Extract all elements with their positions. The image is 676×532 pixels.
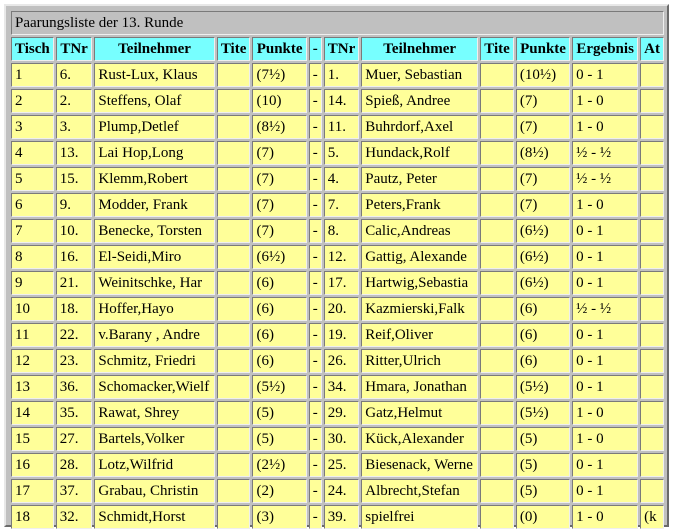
away-player-name-cell: Hmara, Jonathan <box>361 375 478 399</box>
home-points-cell: (6½) <box>252 245 306 269</box>
away-title-cell <box>480 479 514 503</box>
table-row <box>11 63 664 87</box>
home-points-cell: (5) <box>252 427 306 451</box>
away-player-id-cell: 20. <box>324 297 360 321</box>
away-title-cell <box>480 63 514 87</box>
table-row <box>11 141 664 165</box>
home-title-cell <box>217 297 251 321</box>
versus-separator-cell: - <box>309 271 322 295</box>
table-row <box>11 89 664 113</box>
versus-separator-cell: - <box>309 89 322 113</box>
away-title-cell <box>480 219 514 243</box>
home-title-cell <box>217 167 251 191</box>
home-title-cell <box>217 141 251 165</box>
away-title-cell <box>480 115 514 139</box>
table-number-cell: 7 <box>11 219 54 243</box>
away-player-name-cell: Calic,Andreas <box>361 219 478 243</box>
table-number-cell: 11 <box>11 323 54 347</box>
away-player-id-cell: 25. <box>324 453 360 477</box>
table-number-cell: 14 <box>11 401 54 425</box>
versus-separator-cell: - <box>309 63 322 87</box>
home-player-name-cell: Bartels,Volker <box>94 427 214 451</box>
column-header-home-points: Punkte <box>252 37 306 61</box>
versus-separator-cell: - <box>309 505 322 529</box>
home-player-name-cell: Lotz,Wilfrid <box>94 453 214 477</box>
home-player-id-cell: 10. <box>56 219 93 243</box>
note-cell <box>640 115 664 139</box>
away-title-cell <box>480 193 514 217</box>
result-cell: 0 - 1 <box>572 219 638 243</box>
result-cell: 0 - 1 <box>572 63 638 87</box>
away-player-name-cell: Buhrdorf,Axel <box>361 115 478 139</box>
home-player-name-cell: Schomacker,Wielf <box>94 375 214 399</box>
pairings-rows <box>11 63 664 529</box>
column-header-result: Ergebnis <box>572 37 638 61</box>
result-cell: 1 - 0 <box>572 193 638 217</box>
result-cell: 0 - 1 <box>572 323 638 347</box>
away-points-cell: (7) <box>516 167 570 191</box>
home-title-cell <box>217 349 251 373</box>
versus-separator-cell: - <box>309 115 322 139</box>
table-number-cell: 12 <box>11 349 54 373</box>
note-cell <box>640 219 664 243</box>
home-points-cell: (7) <box>252 141 306 165</box>
versus-separator-cell: - <box>309 141 322 165</box>
away-player-name-cell: Gatz,Helmut <box>361 401 478 425</box>
table-row <box>11 401 664 425</box>
away-player-name-cell: Hartwig,Sebastia <box>361 271 478 295</box>
home-points-cell: (2) <box>252 479 306 503</box>
away-points-cell: (5½) <box>516 375 570 399</box>
home-player-id-cell: 37. <box>56 479 93 503</box>
away-player-name-cell: Gattig, Alexande <box>361 245 478 269</box>
home-player-name-cell: Weinitschke, Har <box>94 271 214 295</box>
home-player-id-cell: 9. <box>56 193 93 217</box>
home-player-id-cell: 13. <box>56 141 93 165</box>
table-number-cell: 4 <box>11 141 54 165</box>
note-cell: (k <box>640 505 664 529</box>
home-title-cell <box>217 219 251 243</box>
home-player-name-cell: El-Seidi,Miro <box>94 245 214 269</box>
result-cell: 1 - 0 <box>572 89 638 113</box>
away-points-cell: (7) <box>516 193 570 217</box>
away-player-name-cell: Pautz, Peter <box>361 167 478 191</box>
table-number-cell: 3 <box>11 115 54 139</box>
away-title-cell <box>480 453 514 477</box>
home-player-name-cell: Grabau, Christin <box>94 479 214 503</box>
home-player-id-cell: 18. <box>56 297 93 321</box>
home-player-id-cell: 23. <box>56 349 93 373</box>
column-header-away-title: Tite <box>480 37 514 61</box>
table-number-cell: 13 <box>11 375 54 399</box>
away-player-name-cell: Kazmierski,Falk <box>361 297 478 321</box>
column-header-table-number: Tisch <box>11 37 54 61</box>
home-points-cell: (6) <box>252 349 306 373</box>
home-player-id-cell: 22. <box>56 323 93 347</box>
table-row <box>11 479 664 503</box>
column-header-home-title: Tite <box>217 37 251 61</box>
home-title-cell <box>217 271 251 295</box>
away-title-cell <box>480 89 514 113</box>
home-points-cell: (3) <box>252 505 306 529</box>
away-player-id-cell: 12. <box>324 245 360 269</box>
table-row <box>11 297 664 321</box>
home-points-cell: (7½) <box>252 63 306 87</box>
away-player-name-cell: Albrecht,Stefan <box>361 479 478 503</box>
note-cell <box>640 167 664 191</box>
away-title-cell <box>480 245 514 269</box>
note-cell <box>640 193 664 217</box>
versus-separator-cell: - <box>309 245 322 269</box>
home-title-cell <box>217 89 251 113</box>
away-title-cell <box>480 271 514 295</box>
table-row <box>11 245 664 269</box>
note-cell <box>640 271 664 295</box>
result-cell: 0 - 1 <box>572 245 638 269</box>
home-title-cell <box>217 375 251 399</box>
away-points-cell: (6½) <box>516 245 570 269</box>
table-number-cell: 5 <box>11 167 54 191</box>
away-player-id-cell: 34. <box>324 375 360 399</box>
table-number-cell: 18 <box>11 505 54 529</box>
away-title-cell <box>480 167 514 191</box>
home-player-id-cell: 15. <box>56 167 93 191</box>
away-player-id-cell: 14. <box>324 89 360 113</box>
note-cell <box>640 401 664 425</box>
home-points-cell: (6) <box>252 297 306 321</box>
table-title: Paarungsliste der 13. Runde <box>11 11 664 35</box>
pairings-table <box>9 9 666 531</box>
home-player-name-cell: Rust-Lux, Klaus <box>94 63 214 87</box>
column-header-away-player-id: TNr <box>324 37 360 61</box>
home-player-name-cell: Plump,Detlef <box>94 115 214 139</box>
away-player-name-cell: Ritter,Ulrich <box>361 349 478 373</box>
versus-separator-cell: - <box>309 219 322 243</box>
table-row <box>11 193 664 217</box>
versus-separator-cell: - <box>309 453 322 477</box>
home-player-id-cell: 16. <box>56 245 93 269</box>
home-title-cell <box>217 505 251 529</box>
versus-separator-cell: - <box>309 349 322 373</box>
table-row <box>11 427 664 451</box>
home-player-id-cell: 28. <box>56 453 93 477</box>
versus-separator-cell: - <box>309 479 322 503</box>
table-number-cell: 10 <box>11 297 54 321</box>
result-cell: 1 - 0 <box>572 427 638 451</box>
home-title-cell <box>217 323 251 347</box>
home-points-cell: (7) <box>252 167 306 191</box>
home-title-cell <box>217 245 251 269</box>
result-cell: ½ - ½ <box>572 297 638 321</box>
note-cell <box>640 89 664 113</box>
column-header-note: At <box>640 37 664 61</box>
column-header-away-points: Punkte <box>516 37 570 61</box>
away-player-name-cell: Peters,Frank <box>361 193 478 217</box>
home-player-name-cell: Lai Hop,Long <box>94 141 214 165</box>
note-cell <box>640 427 664 451</box>
away-player-name-cell: Reif,Oliver <box>361 323 478 347</box>
note-cell <box>640 375 664 399</box>
note-cell <box>640 245 664 269</box>
result-cell: 0 - 1 <box>572 453 638 477</box>
home-player-id-cell: 35. <box>56 401 93 425</box>
table-row <box>11 115 664 139</box>
table-row <box>11 167 664 191</box>
away-title-cell <box>480 349 514 373</box>
home-player-name-cell: Schmitz, Friedri <box>94 349 214 373</box>
pairings-frame <box>4 4 669 527</box>
away-title-cell <box>480 505 514 529</box>
note-cell <box>640 323 664 347</box>
away-player-id-cell: 8. <box>324 219 360 243</box>
away-title-cell <box>480 141 514 165</box>
away-player-id-cell: 26. <box>324 349 360 373</box>
home-title-cell <box>217 453 251 477</box>
away-player-id-cell: 24. <box>324 479 360 503</box>
home-player-id-cell: 36. <box>56 375 93 399</box>
away-points-cell: (6) <box>516 349 570 373</box>
away-player-id-cell: 30. <box>324 427 360 451</box>
note-cell <box>640 453 664 477</box>
versus-separator-cell: - <box>309 167 322 191</box>
home-points-cell: (5) <box>252 401 306 425</box>
home-player-name-cell: Schmidt,Horst <box>94 505 214 529</box>
away-title-cell <box>480 323 514 347</box>
versus-separator-cell: - <box>309 401 322 425</box>
home-points-cell: (2½) <box>252 453 306 477</box>
home-player-id-cell: 2. <box>56 89 93 113</box>
home-title-cell <box>217 63 251 87</box>
table-row <box>11 323 664 347</box>
home-player-name-cell: Steffens, Olaf <box>94 89 214 113</box>
away-player-name-cell: Kück,Alexander <box>361 427 478 451</box>
column-header-away-player-name: Teilnehmer <box>361 37 478 61</box>
column-header-home-player-name: Teilnehmer <box>94 37 214 61</box>
home-points-cell: (6) <box>252 271 306 295</box>
away-points-cell: (7) <box>516 89 570 113</box>
home-player-name-cell: Klemm,Robert <box>94 167 214 191</box>
home-player-id-cell: 6. <box>56 63 93 87</box>
result-cell: 0 - 1 <box>572 375 638 399</box>
home-points-cell: (10) <box>252 89 306 113</box>
table-number-cell: 17 <box>11 479 54 503</box>
away-points-cell: (5½) <box>516 401 570 425</box>
away-player-name-cell: Biesenack, Werne <box>361 453 478 477</box>
table-row <box>11 271 664 295</box>
away-player-name-cell: Muer, Sebastian <box>361 63 478 87</box>
result-cell: 0 - 1 <box>572 479 638 503</box>
home-player-id-cell: 21. <box>56 271 93 295</box>
table-row <box>11 219 664 243</box>
table-row <box>11 349 664 373</box>
result-cell: 1 - 0 <box>572 115 638 139</box>
away-player-id-cell: 1. <box>324 63 360 87</box>
home-title-cell <box>217 193 251 217</box>
home-player-name-cell: v.Barany , Andre <box>94 323 214 347</box>
away-points-cell: (6) <box>516 297 570 321</box>
table-row <box>11 505 664 529</box>
away-points-cell: (7) <box>516 115 570 139</box>
table-number-cell: 2 <box>11 89 54 113</box>
home-player-id-cell: 27. <box>56 427 93 451</box>
away-player-id-cell: 7. <box>324 193 360 217</box>
result-cell: 1 - 0 <box>572 505 638 529</box>
away-player-name-cell: spielfrei <box>361 505 478 529</box>
home-title-cell <box>217 479 251 503</box>
home-points-cell: (7) <box>252 193 306 217</box>
home-player-name-cell: Rawat, Shrey <box>94 401 214 425</box>
home-points-cell: (6) <box>252 323 306 347</box>
home-title-cell <box>217 427 251 451</box>
versus-separator-cell: - <box>309 297 322 321</box>
header-row <box>11 37 664 61</box>
away-title-cell <box>480 297 514 321</box>
table-number-cell: 8 <box>11 245 54 269</box>
away-points-cell: (5) <box>516 427 570 451</box>
home-player-name-cell: Hoffer,Hayo <box>94 297 214 321</box>
away-points-cell: (5) <box>516 479 570 503</box>
away-player-id-cell: 11. <box>324 115 360 139</box>
table-number-cell: 15 <box>11 427 54 451</box>
home-player-id-cell: 3. <box>56 115 93 139</box>
home-player-name-cell: Modder, Frank <box>94 193 214 217</box>
versus-separator-cell: - <box>309 427 322 451</box>
home-title-cell <box>217 401 251 425</box>
table-row <box>11 453 664 477</box>
table-number-cell: 9 <box>11 271 54 295</box>
versus-separator-cell: - <box>309 323 322 347</box>
versus-separator-cell: - <box>309 375 322 399</box>
result-cell: 1 - 0 <box>572 401 638 425</box>
note-cell <box>640 297 664 321</box>
result-cell: ½ - ½ <box>572 141 638 165</box>
table-row <box>11 375 664 399</box>
away-title-cell <box>480 401 514 425</box>
home-points-cell: (7) <box>252 219 306 243</box>
away-points-cell: (6½) <box>516 271 570 295</box>
note-cell <box>640 63 664 87</box>
home-points-cell: (8½) <box>252 115 306 139</box>
result-cell: 0 - 1 <box>572 271 638 295</box>
away-points-cell: (10½) <box>516 63 570 87</box>
result-cell: 0 - 1 <box>572 349 638 373</box>
note-cell <box>640 479 664 503</box>
table-number-cell: 16 <box>11 453 54 477</box>
away-player-id-cell: 29. <box>324 401 360 425</box>
note-cell <box>640 141 664 165</box>
note-cell <box>640 349 664 373</box>
home-title-cell <box>217 115 251 139</box>
away-player-id-cell: 19. <box>324 323 360 347</box>
away-player-id-cell: 17. <box>324 271 360 295</box>
away-points-cell: (0) <box>516 505 570 529</box>
away-player-name-cell: Hundack,Rolf <box>361 141 478 165</box>
home-player-id-cell: 32. <box>56 505 93 529</box>
away-player-id-cell: 4. <box>324 167 360 191</box>
away-points-cell: (6) <box>516 323 570 347</box>
away-player-id-cell: 39. <box>324 505 360 529</box>
table-number-cell: 1 <box>11 63 54 87</box>
home-points-cell: (5½) <box>252 375 306 399</box>
away-player-id-cell: 5. <box>324 141 360 165</box>
column-header-versus-separator: - <box>309 37 322 61</box>
home-player-name-cell: Benecke, Torsten <box>94 219 214 243</box>
result-cell: ½ - ½ <box>572 167 638 191</box>
away-player-name-cell: Spieß, Andree <box>361 89 478 113</box>
away-title-cell <box>480 375 514 399</box>
away-points-cell: (6½) <box>516 219 570 243</box>
column-header-home-player-id: TNr <box>56 37 93 61</box>
table-number-cell: 6 <box>11 193 54 217</box>
away-title-cell <box>480 427 514 451</box>
away-points-cell: (5) <box>516 453 570 477</box>
away-points-cell: (8½) <box>516 141 570 165</box>
versus-separator-cell: - <box>309 193 322 217</box>
